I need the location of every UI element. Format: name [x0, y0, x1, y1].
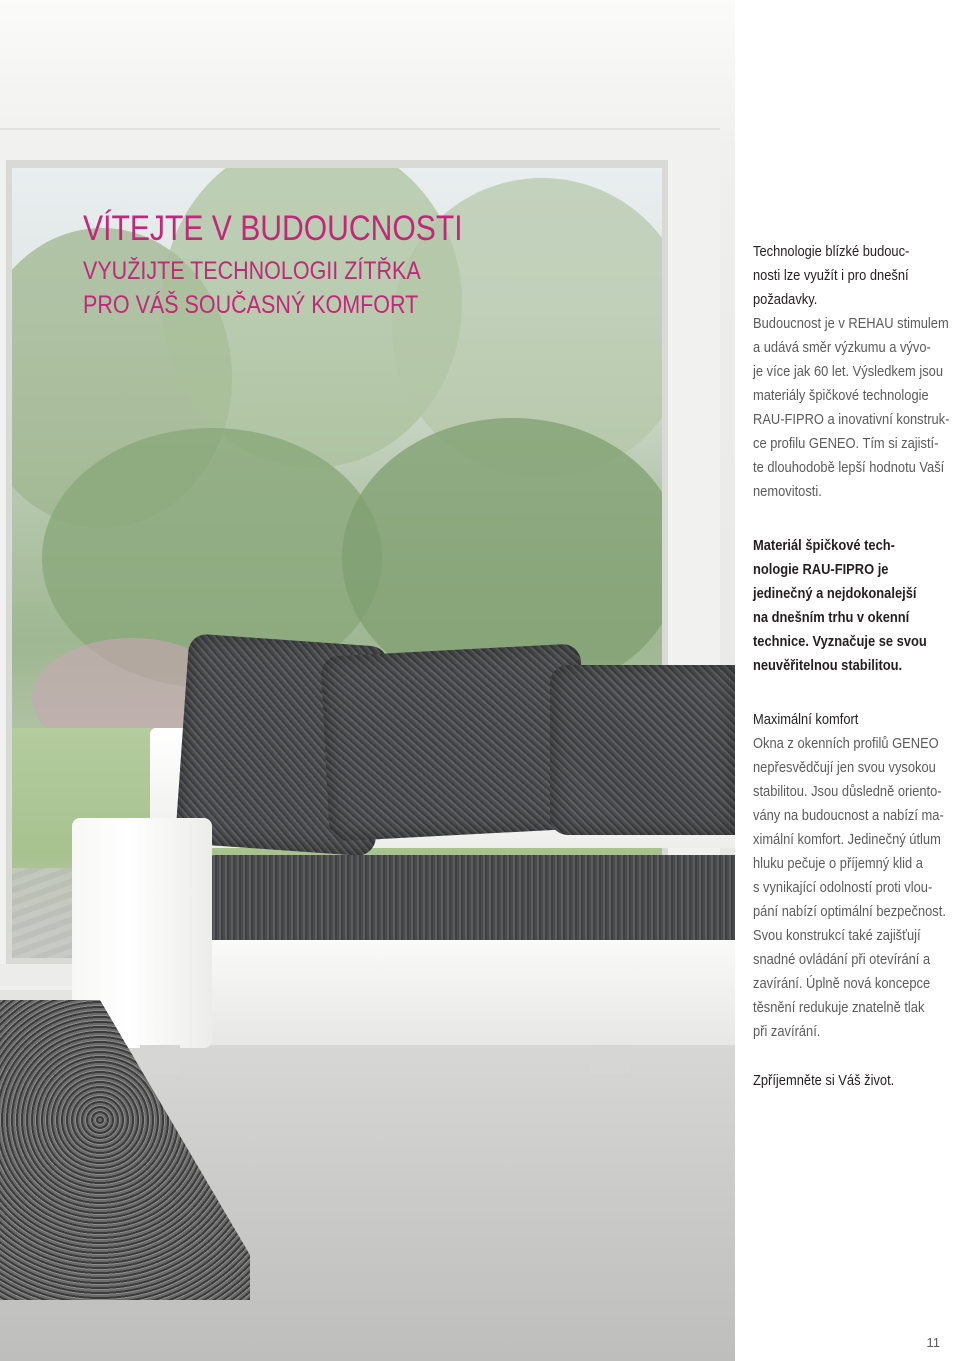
- text-line: těsnění redukuje znatelně tlak: [753, 999, 925, 1016]
- text-line: Okna z okenních profilů GENEO: [753, 735, 939, 752]
- sofa-foot: [590, 1045, 630, 1075]
- subtitle-line: PRO VÁŠ SOUČASNÝ KOMFORT: [83, 291, 419, 319]
- sofa-foot: [140, 1045, 180, 1075]
- comfort-section: [753, 708, 953, 732]
- text-line: pání nabízí optimální bezpečnost.: [753, 903, 946, 920]
- intro-lead: [753, 240, 953, 312]
- text-line: neuvěřitelnou stabilitou.: [753, 657, 903, 674]
- text-line: ce profilu GENEO. Tím si zajistí-: [753, 435, 939, 452]
- text-line: nosti lze využít i pro dnešní: [753, 267, 909, 284]
- text-line: Budoucnost je v REHAU stimulem: [753, 315, 949, 332]
- text-line: technice. Vyznačuje se svou: [753, 633, 927, 650]
- page-number: 11: [926, 1335, 940, 1350]
- subtitle-line: VYUŽIJTE TECHNOLOGII ZÍTŘKA: [83, 257, 421, 285]
- text-line: na dnešním trhu v okenní: [753, 609, 910, 626]
- page-title: VÍTEJTE V BUDOUCNOSTI: [83, 209, 463, 248]
- text-line: a udává směr výzkumu a vývo-: [753, 339, 931, 356]
- text-line: s vynikající odolností proti vlou-: [753, 879, 933, 896]
- text-line: hluku pečuje o příjemný klid a: [753, 855, 923, 872]
- text-line: te dlouhodobě lepší hodnotu Vaší: [753, 459, 945, 476]
- intro-body: [753, 312, 953, 504]
- text-line: nepřesvědčují jen svou vysokou: [753, 759, 936, 776]
- text-line: RAU-FIPRO a inovativní konstruk-: [753, 411, 950, 428]
- text-line: stabilitou. Jsou důsledně oriento-: [753, 783, 942, 800]
- text-column: [753, 240, 953, 1093]
- cushion-right: [550, 665, 735, 835]
- text-line: Svou konstrukcí také zajišťují: [753, 927, 921, 944]
- text-line: zavírání. Úplně nová koncepce: [753, 975, 931, 992]
- text-line: při zavírání.: [753, 1023, 821, 1040]
- text-line: nemovitosti.: [753, 483, 822, 500]
- text-line: požadavky.: [753, 291, 818, 308]
- text-line: je více jak 60 let. Výsledkem jsou: [753, 363, 944, 380]
- text-line: Technologie blízké budouc-: [753, 243, 910, 260]
- text-line: Materiál špičkové tech-: [753, 537, 895, 554]
- comfort-body: [753, 732, 953, 1044]
- text-line: nologie RAU-FIPRO je: [753, 561, 889, 578]
- text-line: jedinečný a nejdokonalejší: [753, 585, 917, 602]
- closing-line: [753, 1069, 953, 1093]
- text-line: vány na budoucnost a nabízí ma-: [753, 807, 944, 824]
- text-line: snadné ovládání při otevírání a: [753, 951, 931, 968]
- sofa-seat: [205, 855, 735, 947]
- headline-block: [83, 208, 683, 322]
- text-line: ximální komfort. Jedinečný útlum: [753, 831, 941, 848]
- fipro-paragraph: [753, 534, 953, 678]
- closing-text: Zpříjemněte si Váš život.: [753, 1072, 895, 1089]
- text-line: materiály špičkové technologie: [753, 387, 929, 404]
- section-heading: Maximální komfort: [753, 711, 859, 728]
